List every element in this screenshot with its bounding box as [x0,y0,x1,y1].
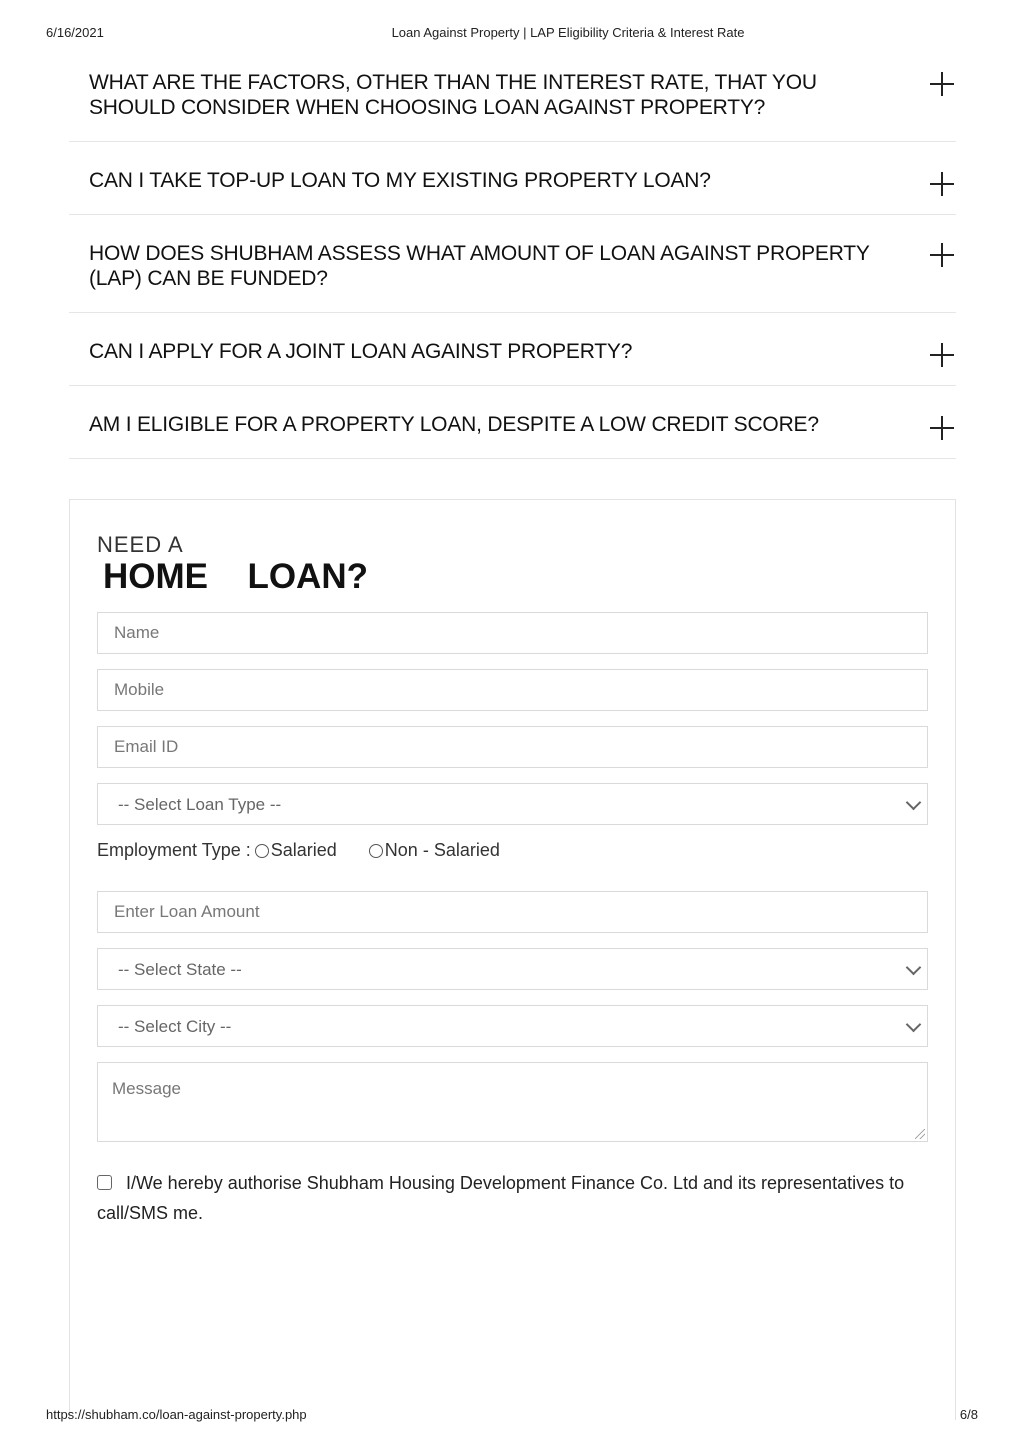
faq-accordion [69,62,956,459]
consent-text: I/We hereby authorise Shubham Housing Development Finance Co. Ltd and its representatives to call/SMS me. [97,1173,905,1223]
message-textarea[interactable] [98,1063,927,1141]
faq-question: CAN I APPLY FOR A JOINT LOAN AGAINST PROPERTY? [89,340,633,363]
loan-amount-input[interactable] [98,892,927,932]
consent-checkbox[interactable] [97,1175,112,1190]
name-input[interactable] [98,613,927,653]
city-select[interactable] [98,1006,927,1046]
loan-type-select[interactable] [98,784,927,824]
mobile-input[interactable] [98,670,927,710]
email-field-wrapper [97,726,928,768]
form-heading-small: NEED A [97,532,184,557]
salaried-radio[interactable] [255,844,269,858]
consent-row [97,1168,917,1228]
city-select-wrapper [97,1005,928,1047]
loan-type-select-wrapper [97,783,928,825]
loan-enquiry-form [69,499,956,1420]
plus-icon[interactable] [930,243,954,267]
non-salaried-option[interactable] [365,840,500,861]
faq-question: AM I ELIGIBLE FOR A PROPERTY LOAN, DESPITE A LOW CREDIT SCORE? [89,413,819,436]
print-page-title: Loan Against Property | LAP Eligibility Criteria & Interest Rate [391,25,745,40]
print-url: https://shubham.co/loan-against-property.php [46,1407,307,1422]
state-select[interactable] [98,949,927,989]
non-salaried-label: Non - Salaried [384,840,500,860]
faq-item[interactable] [69,142,956,215]
faq-item[interactable] [69,215,956,313]
plus-icon[interactable] [930,343,954,367]
state-select-wrapper [97,948,928,990]
print-footer [0,1407,1024,1425]
faq-item[interactable] [69,313,956,386]
employment-type-label: Employment Type : [97,840,251,860]
non-salaried-radio[interactable] [369,844,383,858]
faq-question: WHAT ARE THE FACTORS, OTHER THAN THE INTEREST RATE, THAT YOU SHOULD CONSIDER WHEN CHOOSING LOAN AGAINST PROPERTY? [89,71,817,119]
salaried-label: Salaried [270,840,337,860]
faq-question: CAN I TAKE TOP-UP LOAN TO MY EXISTING PROPERTY LOAN? [89,169,711,192]
resize-grip-icon[interactable] [915,1129,925,1139]
name-field-wrapper [97,612,928,654]
mobile-field-wrapper [97,669,928,711]
print-page-number: 6/8 [959,1407,978,1422]
employment-type-row [97,840,528,861]
loan-amount-field-wrapper [97,891,928,933]
plus-icon[interactable] [930,172,954,196]
faq-question: HOW DOES SHUBHAM ASSESS WHAT AMOUNT OF LOAN AGAINST PROPERTY (LAP) CAN BE FUNDED? [89,242,870,290]
plus-icon[interactable] [930,416,954,440]
faq-item[interactable] [69,386,956,459]
print-date: 6/16/2021 [46,25,104,40]
plus-icon[interactable] [930,72,954,96]
email-input[interactable] [98,727,927,767]
faq-item[interactable] [69,62,956,142]
form-heading-large: HOME LOAN? [103,557,368,596]
print-header [0,25,1024,43]
message-field-wrapper [97,1062,928,1142]
salaried-option[interactable] [251,840,337,861]
